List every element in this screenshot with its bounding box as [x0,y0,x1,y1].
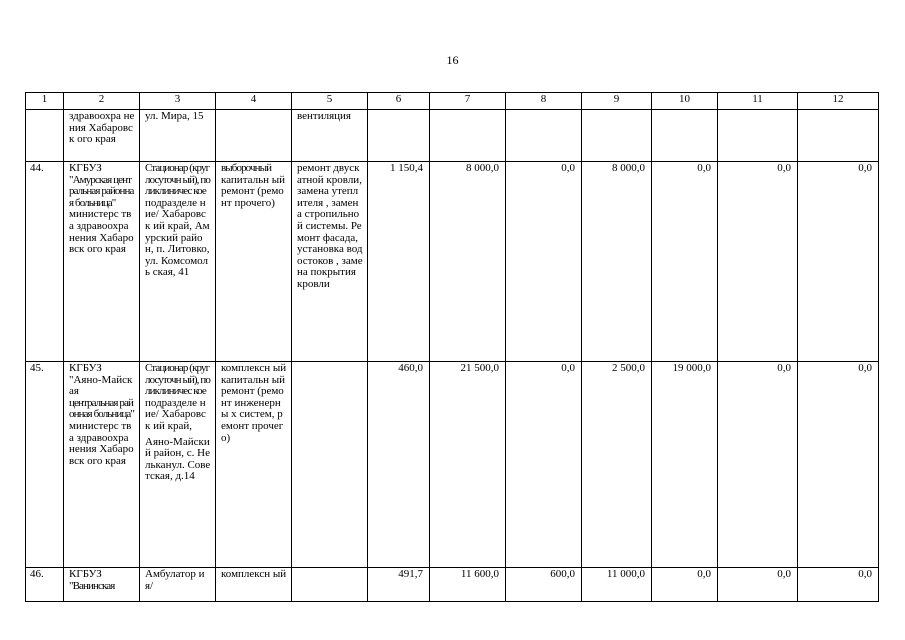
col-header: 1 [26,93,64,110]
value-cell: 0,0 [506,162,582,362]
col-header: 5 [292,93,368,110]
budget-table [25,92,879,602]
value-cell [368,110,430,162]
value-cell: 19 000,0 [652,362,718,568]
value-cell: 0,0 [652,162,718,362]
row-number: 44. [26,162,64,362]
facility-type: Стационар (круглосуточн ый), поликлиничес кое [145,162,210,198]
org-ministry: министерс тва здравоохра нения Хабаровск ого края [69,419,134,467]
facility-address: подразделе ние/ Хабаровск ий край, Амурский район, п. Литовко, ул. Комсомоль ская, 41 [145,196,210,279]
facility-type: Стационар (круглосуточн ый), поликлиничес кое [145,362,210,398]
col-header: 6 [368,93,430,110]
value-cell: 600,0 [506,568,582,602]
col-header: 2 [64,93,140,110]
works-cell [292,362,368,568]
repair-type-cell: комплексн ый капитальн ый ремонт (ремонт инженерны х систем, ремонт прочего) [216,362,292,568]
value-cell: 21 500,0 [430,362,506,568]
page-number: 16 [446,53,459,67]
repair-type-cell: комплексн ый [216,568,292,602]
value-cell: 0,0 [798,568,879,602]
facility-address-2: Аяно-Майский район, с. Нельканул. Советская, д.14 [145,435,211,483]
table-row [26,110,879,162]
value-cell [798,110,879,162]
col-header: 9 [582,93,652,110]
repair-type-rest: капитальн ый ремонт (ремонт прочего) [221,173,286,209]
col-header: 10 [652,93,718,110]
org-ministry: министерс тва здравоохра нения Хабаровск ого края [69,208,134,256]
table-row [26,362,879,568]
value-cell [430,110,506,162]
value-cell: 11 000,0 [582,568,652,602]
value-cell: 11 600,0 [430,568,506,602]
organization-cell [64,162,140,362]
value-cell [652,110,718,162]
org-title: КГБУЗ [69,162,102,174]
org-name-start: "Аяно-Майская [69,373,133,398]
repair-type-cell [216,110,292,162]
value-cell: 460,0 [368,362,430,568]
value-cell: 0,0 [718,568,798,602]
value-cell: 491,7 [368,568,430,602]
col-header: 11 [718,93,798,110]
address-cell: Амбулатор ия/ [140,568,216,602]
works-cell: ремонт двускатной кровли, замена утеплителя , замена стропильно й системы. Ремонт фасада, установка водостоков , замена покрытия кровли [292,162,368,362]
value-cell [582,110,652,162]
table-row [26,568,879,602]
value-cell: 0,0 [718,362,798,568]
facility-address: подразделе ние/ Хабаровск ий край, [145,396,206,432]
row-number: 45. [26,362,64,568]
value-cell: 0,0 [798,362,879,568]
row-number: 46. [26,568,64,602]
col-header: 8 [506,93,582,110]
value-cell [506,110,582,162]
table-row [26,162,879,362]
organization-cell: здравоохра нения Хабаровск ого края [64,110,140,162]
address-cell [140,162,216,362]
address-cell [140,362,216,568]
org-name: "Ванинская [69,579,115,592]
row-number [26,110,64,162]
works-cell [292,568,368,602]
repair-type-head: выборочный [221,162,272,174]
organization-cell [64,568,140,602]
org-title: КГБУЗ [69,362,102,374]
org-name: центральная районная больница" [69,396,134,421]
value-cell: 0,0 [652,568,718,602]
value-cell: 8 000,0 [582,162,652,362]
works-cell: вентиляция [292,110,368,162]
header-row [26,93,879,110]
value-cell: 8 000,0 [430,162,506,362]
value-cell: 0,0 [718,162,798,362]
value-cell: 0,0 [506,362,582,568]
col-header: 7 [430,93,506,110]
col-header: 3 [140,93,216,110]
org-name: "Амурская центральная районная больница" [69,173,134,209]
value-cell: 2 500,0 [582,362,652,568]
org-title: КГБУЗ [69,568,102,580]
value-cell [718,110,798,162]
value-cell: 0,0 [798,162,879,362]
col-header: 4 [216,93,292,110]
value-cell: 1 150,4 [368,162,430,362]
col-header: 12 [798,93,879,110]
address-cell: ул. Мира, 15 [140,110,216,162]
repair-type-cell [216,162,292,362]
organization-cell [64,362,140,568]
